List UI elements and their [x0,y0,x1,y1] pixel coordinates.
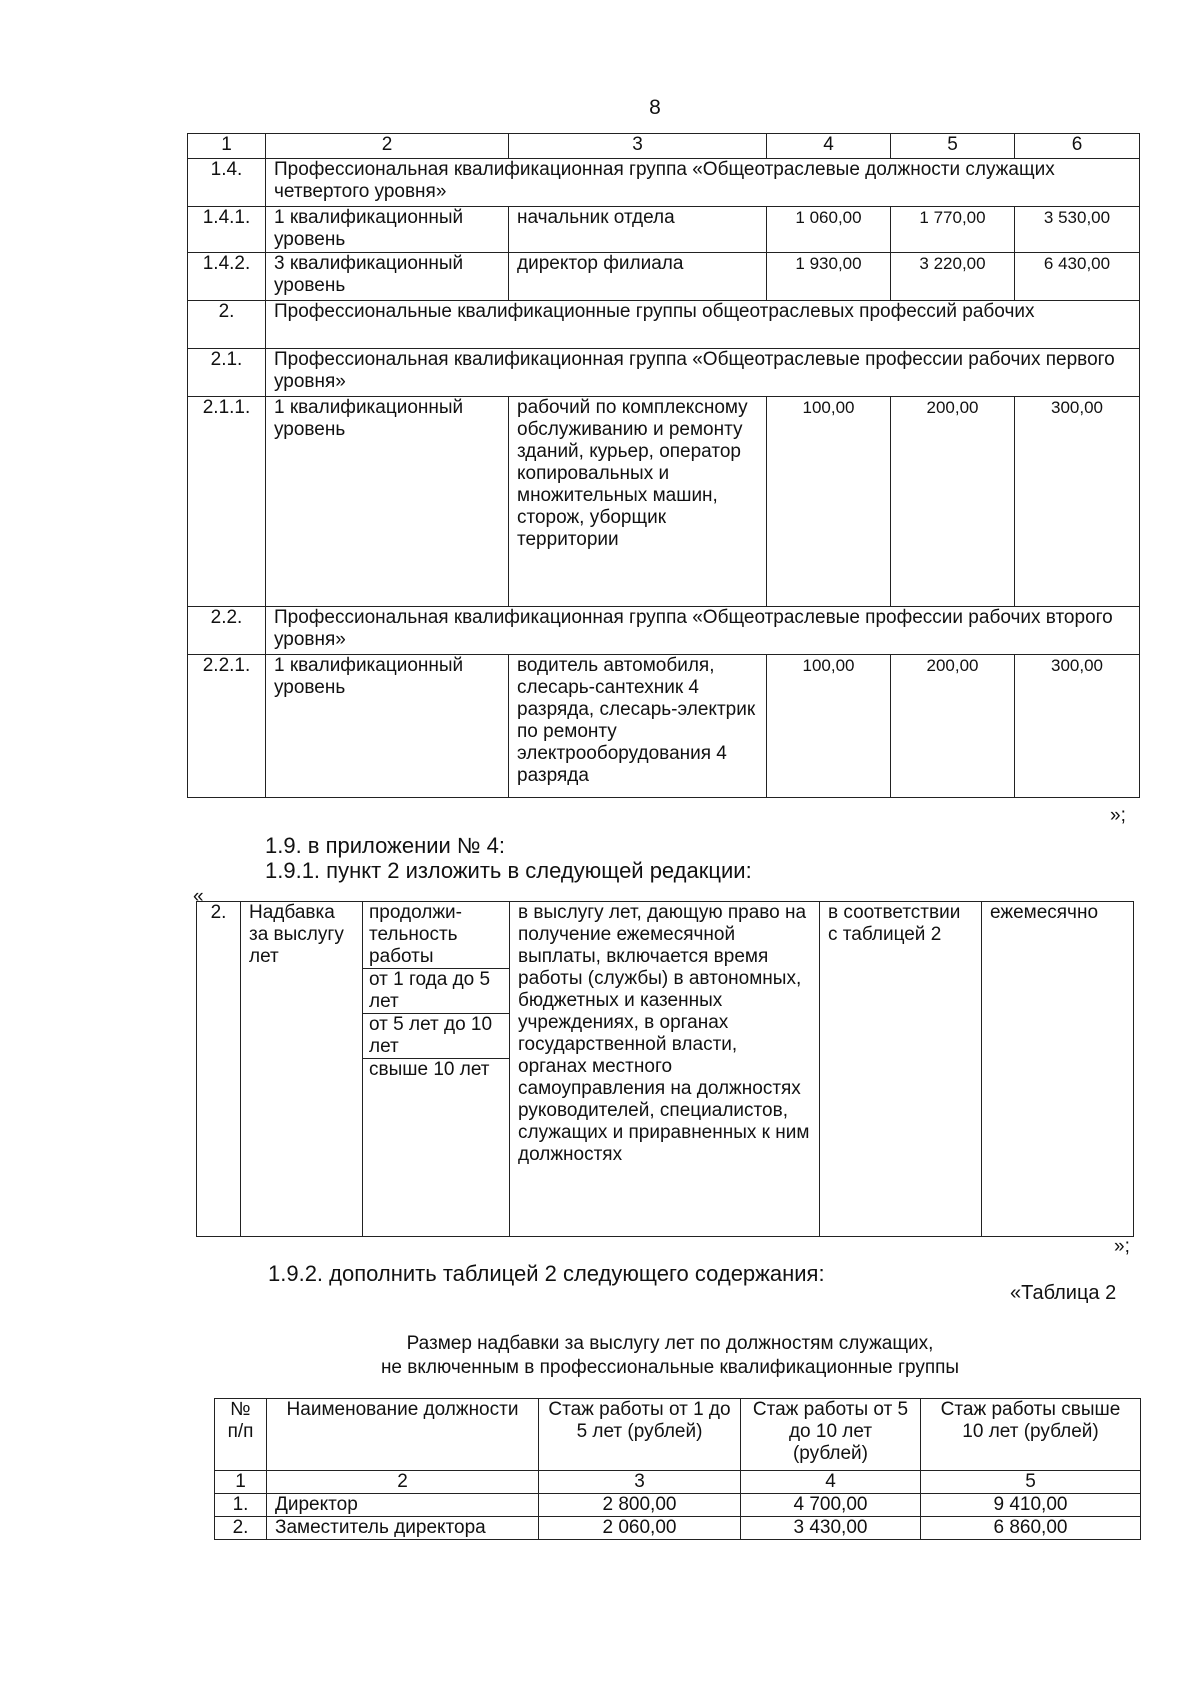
page-number: 8 [649,96,661,119]
col-index-6: 6 [1015,134,1140,159]
col-index-2: 2 [266,134,509,159]
value-1: 1 930,00 [767,253,891,301]
header-position: Наименование должности [267,1399,539,1471]
header-years-5-10: Стаж работы от 5 до 10 лет (рублей) [741,1399,921,1471]
row-number: 2. [197,902,241,1237]
value-1: 100,00 [767,397,891,607]
table-row [215,1517,1141,1540]
table-label: «Таблица 2 [1010,1282,1117,1304]
row-number: 2.1. [188,349,266,397]
row-number: 2.2. [188,607,266,655]
row-number: 2. [188,301,266,349]
value-1: 100,00 [767,655,891,798]
group-title: Профессиональная квалификационная группа «Общеотраслевые профессии рабочих первого уровня» [266,349,1140,397]
table-row [188,207,1140,253]
group-row [188,349,1140,397]
value-3: 6 430,00 [1015,253,1140,301]
bonus-amount: в соответствии с таблицей 2 [820,902,982,1237]
table-row [197,902,1134,1237]
col-index-3: 3 [509,134,767,159]
qualification-level: 3 квалификационный уровень [266,253,509,301]
col-index-1: 1 [215,1471,267,1494]
table-row [188,397,1140,607]
value-3: 9 410,00 [921,1494,1141,1517]
col-index-4: 4 [741,1471,921,1494]
qualification-table [187,133,1140,798]
positions: директор филиала [509,253,767,301]
row-number: 1. [215,1494,267,1517]
period-item: от 1 года до 5 лет [363,969,509,1014]
value-3: 6 860,00 [921,1517,1141,1540]
table-header-row [215,1399,1141,1471]
table-header-row [188,134,1140,159]
row-number: 2.2.1. [188,655,266,798]
closing-quote: »; [1114,1236,1130,1257]
value-2: 200,00 [891,397,1015,607]
qualification-level: 1 квалификационный уровень [266,655,509,798]
group-title: Профессиональные квалификационные группы общеотраслевых профессий рабочих [266,301,1140,349]
header-years-10-plus: Стаж работы свыше 10 лет (рублей) [921,1399,1141,1471]
group-row [188,607,1140,655]
col-index-5: 5 [921,1471,1141,1494]
col-index-2: 2 [267,1471,539,1494]
table-row [215,1494,1141,1517]
caption-line: не включенным в профессиональные квалификационные группы [380,1357,960,1378]
paragraph-1-9-1: 1.9.1. пункт 2 изложить в следующей редакции: [265,858,752,883]
value-3: 3 530,00 [1015,207,1140,253]
row-number: 2. [215,1517,267,1540]
positions: рабочий по комплексному обслуживанию и ремонту зданий, курьер, оператор копировальных и множительных машин, сторож, уборщик территории [509,397,767,607]
row-number: 1.4. [188,159,266,207]
paragraph-1-9: 1.9. в приложении № 4: [265,833,505,858]
row-number: 2.1.1. [188,397,266,607]
group-title: Профессиональная квалификационная группа «Общеотраслевые должности служащих четвертого уровня» [266,159,1140,207]
period-item: от 5 лет до 10 лет [363,1014,509,1059]
payment-frequency: ежемесячно [982,902,1134,1237]
value-1: 2 060,00 [539,1517,741,1540]
bonus-name: Надбавка за выслугу лет [241,902,363,1237]
paragraph-1-9-2: 1.9.2. дополнить таблицей 2 следующего содержания: [268,1261,825,1286]
closing-quote: »; [1110,805,1126,826]
position-name: Заместитель директора [267,1517,539,1540]
row-number: 1.4.2. [188,253,266,301]
group-title: Профессиональная квалификационная группа «Общеотраслевые профессии рабочих второго уровня» [266,607,1140,655]
value-2: 1 770,00 [891,207,1015,253]
table-row [188,655,1140,798]
value-2: 3 220,00 [891,253,1015,301]
col-index-3: 3 [539,1471,741,1494]
opening-quote: « [193,886,204,907]
qualification-level: 1 квалификационный уровень [266,397,509,607]
row-number: 1.4.1. [188,207,266,253]
qualification-level: 1 квалификационный уровень [266,207,509,253]
table-row [188,253,1140,301]
col-index-4: 4 [767,134,891,159]
value-1: 2 800,00 [539,1494,741,1517]
col-index-5: 5 [891,134,1015,159]
value-2: 200,00 [891,655,1015,798]
work-periods [363,902,510,1237]
value-1: 1 060,00 [767,207,891,253]
col-index-1: 1 [188,134,266,159]
header-number: № п/п [215,1399,267,1471]
positions: водитель автомобиля, слесарь-сантехник 4 разряда, слесарь-электрик по ремонту электрооборудования 4 разряда [509,655,767,798]
group-row [188,301,1140,349]
group-row [188,159,1140,207]
value-2: 3 430,00 [741,1517,921,1540]
value-2: 4 700,00 [741,1494,921,1517]
periods-header: продолжи-тельность работы [363,902,509,969]
header-years-1-5: Стаж работы от 1 до 5 лет (рублей) [539,1399,741,1471]
value-3: 300,00 [1015,655,1140,798]
positions: начальник отдела [509,207,767,253]
value-3: 300,00 [1015,397,1140,607]
position-name: Директор [267,1494,539,1517]
seniority-table [214,1398,1141,1540]
period-item: свыше 10 лет [369,1059,490,1080]
bonus-note: в выслугу лет, дающую право на получение ежемесячной выплаты, включается время работы (службы) в автономных, бюджетных и казенных учреждениях, в органах государственной власти, органах местного самоуправления на должностях руководителей, специалистов, служащих и приравненных к ним должностях [510,902,820,1237]
seniority-bonus-table [196,901,1134,1237]
index-row [215,1471,1141,1494]
table-caption [0,1332,1200,1380]
caption-line: Размер надбавки за выслугу лет по должностям служащих, [406,1333,934,1354]
